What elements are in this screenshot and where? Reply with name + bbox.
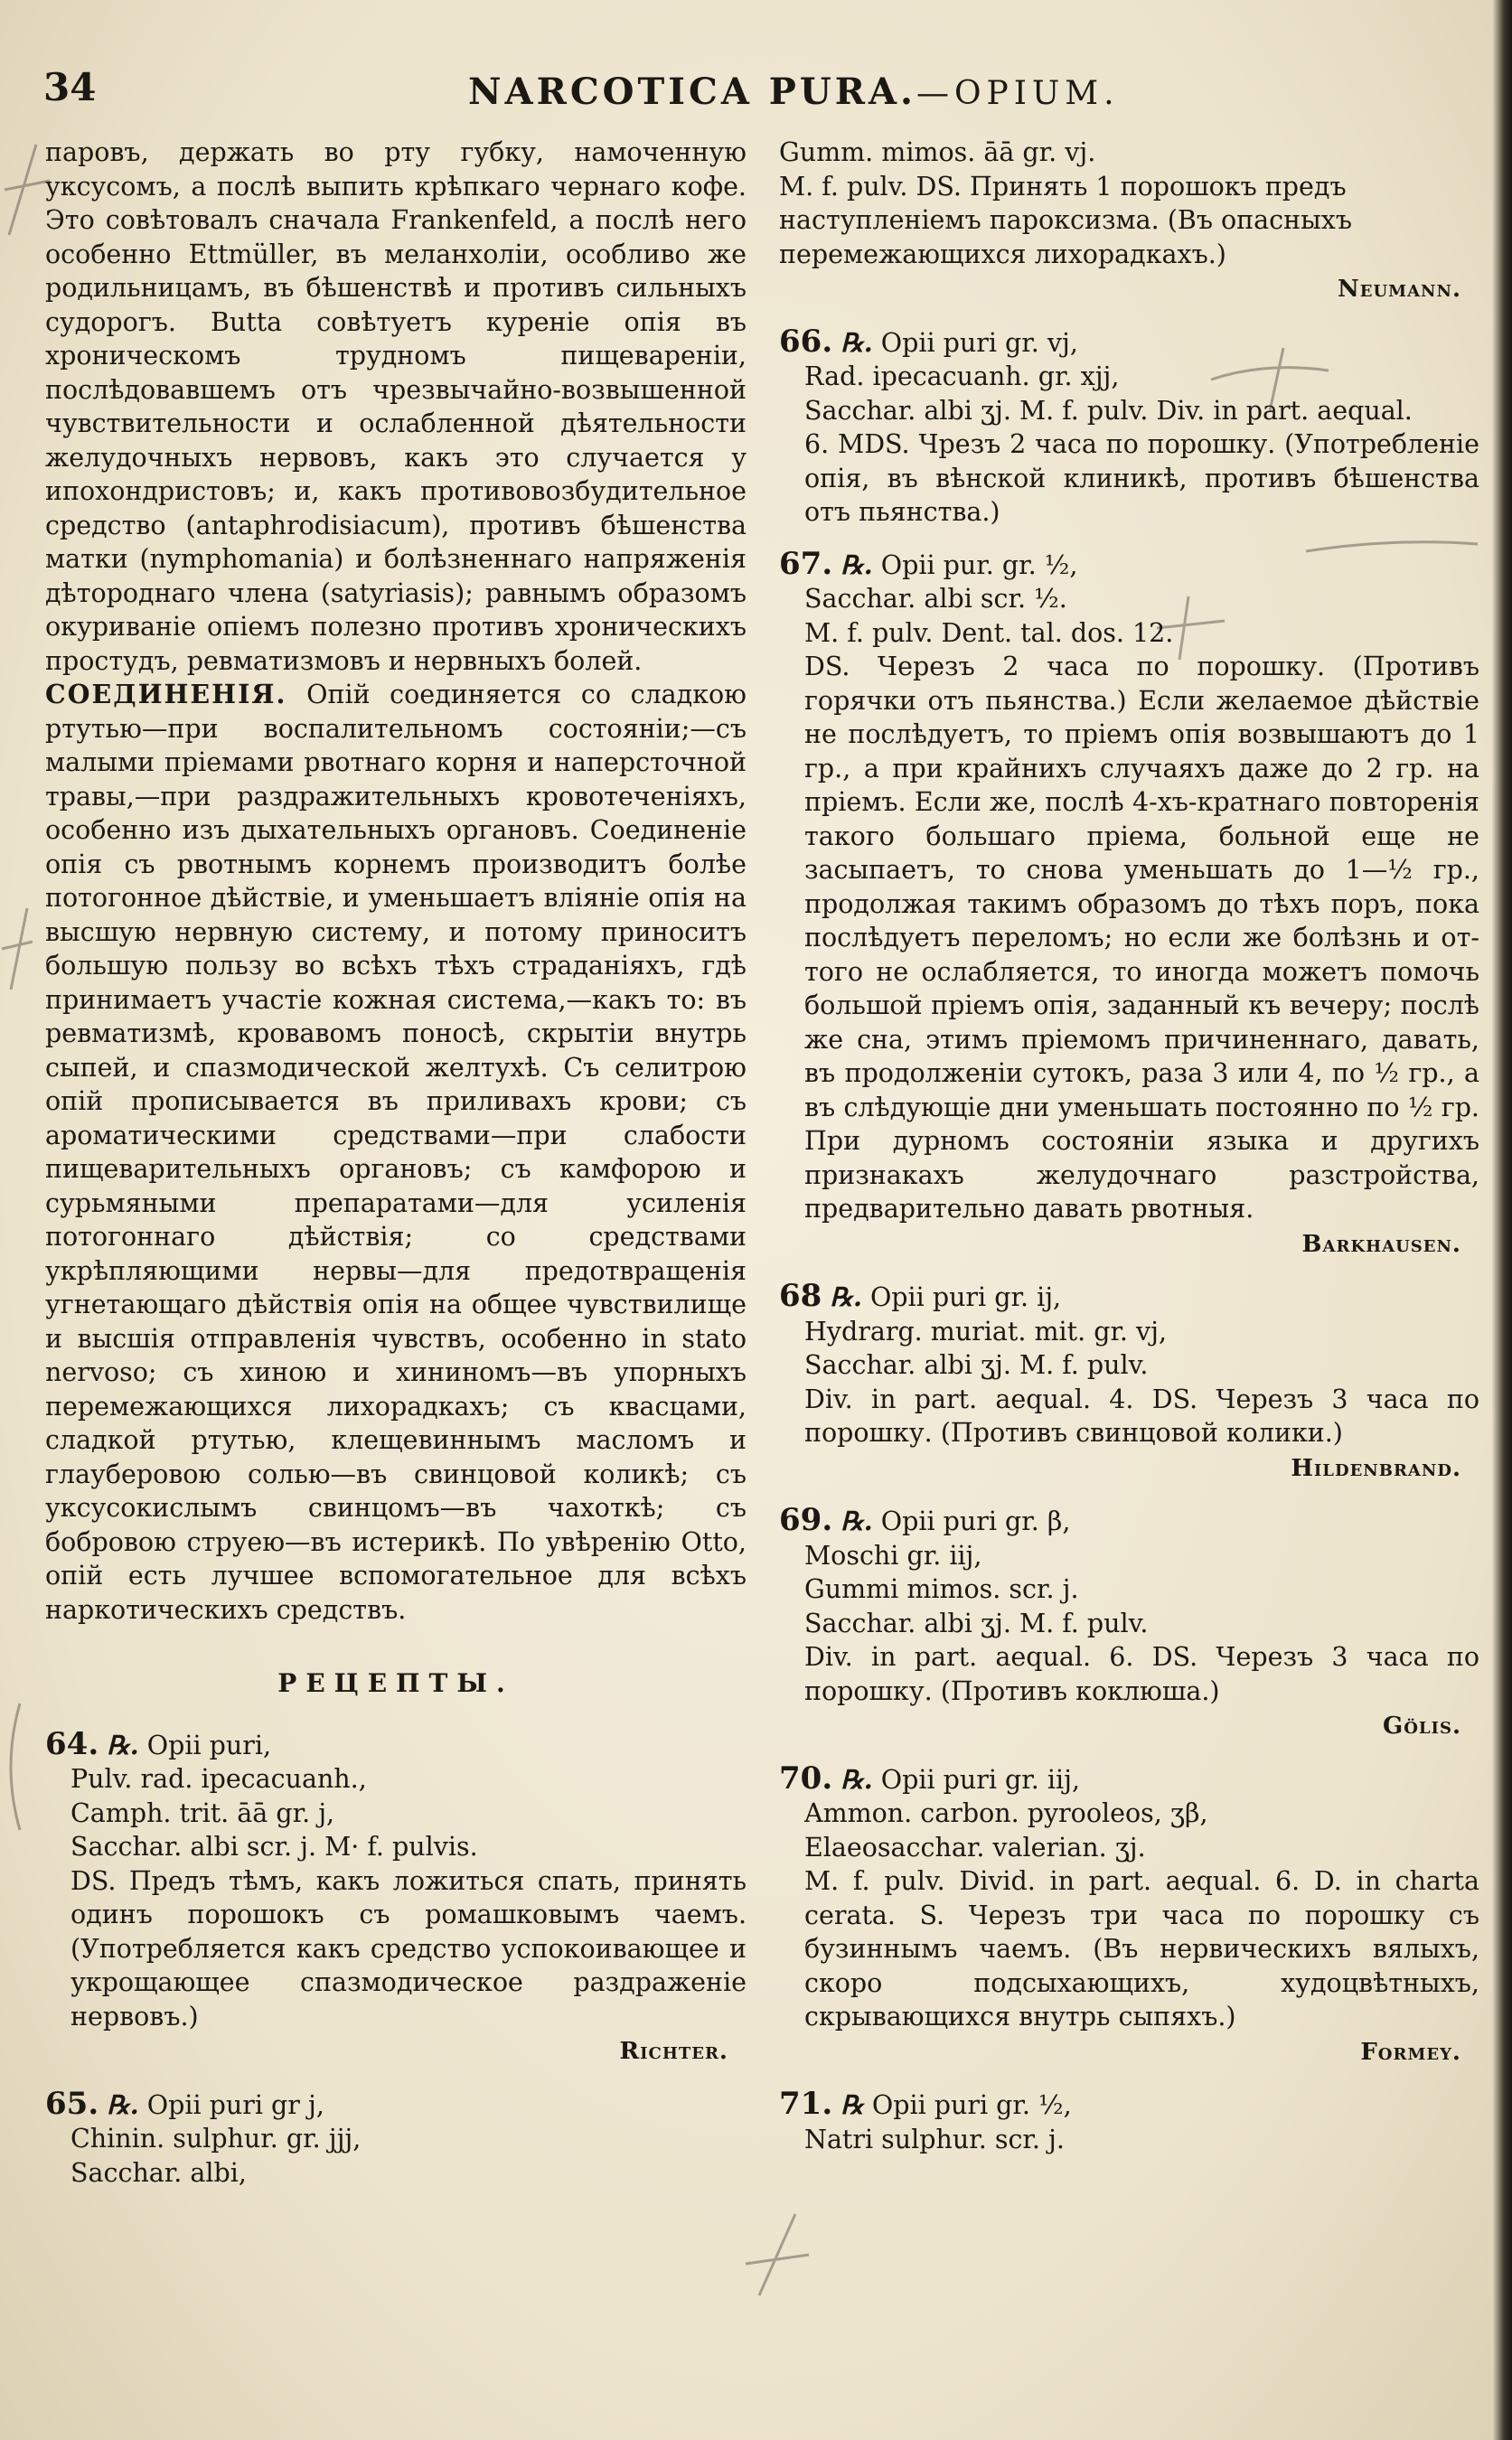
recipe-directions: M. f. pulv. DS. Принять 1 порошокъ предъ наступленіемъ пароксизма. (Въ опасныхъ перемежающихся лихорадкахъ.) [779,171,1353,269]
recipe-ingredient: Pulv. rad. ipecacuanh., [70,1764,367,1794]
intro-paragraph: паровъ, держать во рту губку, намоченную уксусомъ, а послѣ выпить крѣпкаго чернаго кофе. Это совѣтовалъ сначала Frankenfeld, а послѣ него особенно Ettmüller, въ меланхоліи, особливо же родильницамъ, въ бѣшенствѣ и противъ сильныхъ судорогъ. Butta совѣтуетъ куреніе опія въ хроническомъ трудномъ пищевареніи, послѣдовавшемъ отъ чрезвычайно-возвышенной чувствительности и ослабленной дѣятельности желудочныхъ нервовъ, какъ это случается у ипохондристовъ; и, какъ противовозбудительное средство (antaphrodisiacum), противъ бѣшенства матки (nymphomania) и болѣзненнаго напряженія дѣтороднаго члена (satyriasis); равнымъ образомъ окуриваніе опіемъ полезно противъ хроническихъ простудъ, ревматизмовъ и нервныхъ болей. [45,137,747,676]
recipe-number: 64. [45,1725,99,1762]
recipe-block [779,2088,1479,2156]
recipe-ingredient: Sacchar. albi ʒj. M. f. pulv. Div. in part. aequal. [804,395,1413,426]
recipe-block [45,2085,747,2191]
recipe-ingredient: Opii puri gr. iij, [880,1764,1081,1795]
recipe-ingredient: Hydrarg. muriat. mit. gr. vj, [804,1316,1168,1347]
recipe-directions: 6. MDS. Чрезъ 2 часа по порошку. (Употребленіе опія, въ вѣнской клиникѣ, противъ бѣшенства отъ пьянства.) [804,429,1479,527]
recipe-ingredient: Sacchar. albi ʒj. M. f. pulv. [804,1608,1149,1638]
recipe-author: Hildenbrand. [1291,1454,1461,1482]
recipe-first-line [779,1504,1479,1539]
recipe-rx-symbol: ℞. [841,1763,873,1795]
left-recipes-list [45,1725,747,2191]
recipe-author: Richter. [619,2038,728,2065]
running-title-sub: —OPIUM. [916,75,1120,112]
recipe-directions: DS. Предъ тѣмъ, какъ ложиться спать, принять одинъ порошокъ съ ромашковымъ чаемъ. (Употребляется какъ средство успокоивающее и укрощающее спазмодическое раздраженіе нервовъ.) [70,1865,747,2032]
recipe-rx-symbol: ℞. [830,1281,862,1312]
recipe-rx-symbol: ℞. [841,1506,873,1536]
left-column [45,136,747,2190]
recipe-first-line [779,1762,1479,1797]
recipe-ingredient: Opii puri gr j, [146,2089,324,2120]
recipe-ingredient: Sacchar. albi ʒj. M. f. pulv. [804,1350,1149,1380]
page-number: 34 [43,65,97,109]
recipe-number: 71. [779,2086,833,2122]
recipe-ingredient: Opii puri gr. vj, [880,327,1078,358]
recipe-rx-symbol: ℞ [841,2089,864,2120]
recipe-author: Barkhausen. [1301,1230,1461,1258]
recipe-number: 68 [779,1278,822,1314]
page-header [43,65,1471,119]
recipe-65-continuation [779,136,1479,307]
recipe-ingredient: Sacchar. albi scr. ½. [804,584,1067,614]
recipes-section-title: РЕЦЕПТЫ. [277,1668,514,1698]
recipe-author: Neumann. [1337,276,1461,303]
pencil-margin-mark-left-2 [0,904,36,994]
recipe-directions: DS. Черезъ 2 часа по порошку. (Противъ горячки отъ пьянства.) Если желаемое дѣйствіе не послѣдуетъ, то пріемъ опія возвышаютъ до 1 гр., а при крайнихъ случаяхъ даже до 2 гр. на пріемъ. Если же, послѣ 4-хъ-кратнаго повторенія такого большаго пріема, больной еще не засыпаетъ, то снова уменьшать до 1—½ гр., продолжая такимъ образомъ до тѣхъ поръ, пока послѣдуетъ переломъ; но если же болѣзнь и от-того не ослабляется, то иногда можетъ помочь большой пріемъ опія, заданный къ вечеру; послѣ же сна, этимъ пріемомъ причиненнаго, давать, въ продолженіи сутокъ, раза 3 или 4, по ½ гр., а въ слѣдующіе дни уменьшать постоянно по ½ гр. При дурномъ состояніи языка и другихъ признакахъ желудочнаго разстройства, предварительно давать рвотныя. [804,652,1479,1224]
recipe-block [779,1280,1479,1486]
recipe-rx-symbol: ℞. [107,1729,139,1760]
combinations-heading: СОЕДИНЕНІЯ. [45,679,287,709]
recipe-first-line [779,325,1479,361]
right-recipes-list [779,325,1479,2157]
recipe-author: Formey. [1360,2038,1461,2066]
recipe-block [779,545,1479,1262]
combinations-paragraph [45,678,747,1627]
recipe-author: Gölis. [1382,1713,1461,1740]
recipe-rx-symbol: ℞. [841,549,873,580]
recipe-number: 69. [779,1502,833,1538]
recipe-first-line [779,545,1479,583]
right-column [779,136,1479,2156]
combinations-text: Опій соединяется со сладкою ртутью—при воспалительномъ состояніи;—съ малыми пріемами рвотнаго корня и наперсточной травы,—при раздражительныхъ кровотеченіяхъ, особенно изъ дыхательныхъ органовъ. Соединеніе опія съ рвотнымъ корнемъ производитъ болѣе потогонное дѣйствіе, и уменьшаетъ вліяніе опія на высшую нервную систему, и потому приноситъ большую пользу во всѣхъ тѣхъ страданіяхъ, гдѣ принимаетъ участіе кожная система,—какъ то: въ ревматизмѣ, кровавомъ поносѣ, скрытіи внутрь сыпей, и спазмодической желтухѣ. Съ селитрою опій прописывается въ приливахъ крови; съ ароматическими средствами—при слабости пищеварительныхъ органовъ; съ камфорою и сурьмяными препаратами—для усиленія потогоннаго дѣйствія; со средствами укрѣпляющими нервы—для предотвращенія угнетающаго дѣйствія опія на общее чувствилище и высшія отправленія чувствъ, особенно in stato nervoso; съ хиною и хининомъ—въ упорныхъ перемежающихся лихорадкахъ; съ квасцами, сладкой ртутью, клещевиннымъ масломъ и глауберовою солью—въ свинцовой коликѣ; съ уксусокислымъ свинцомъ—въ чахоткѣ; съ бобровою струею—въ истерикѣ. По увѣренію Otto, опій есть лучшее вспомогательное для всѣхъ наркотическихъ средствъ. [45,680,747,1625]
recipe-ingredient: Moschi gr. iij, [804,1540,982,1571]
recipe-ingredient: Opii puri gr. ij, [869,1282,1062,1312]
recipe-ingredient: Chinin. sulphur. gr. jjj, [70,2124,362,2154]
recipe-directions: Div. in part. aequal. 6. DS. Черезъ 3 часа по порошку. (Противъ коклюша.) [804,1642,1479,1706]
recipe-ingredient: Opii puri, [146,1730,272,1760]
recipe-ingredient: Sacchar. albi scr. j. M· f. pulvis. [70,1832,478,1862]
recipe-ingredient: Sacchar. albi, [70,2157,247,2188]
running-title [468,70,1120,113]
recipe-first-line [779,1280,1479,1315]
recipe-block [779,1504,1479,1744]
recipe-ingredient: Gummi mimos. scr. j. [804,1574,1079,1604]
recipe-number: 70. [779,1760,833,1797]
recipe-first-line [45,1725,747,1763]
recipe-directions: M. f. pulv. Divid. in part. aequal. 6. D. in charta cerata. S. Черезъ три часа по порошку съ бузиннымъ чаемъ. (Въ нервическихъ вялыхъ, скоро подсыхающихъ, худоцвѣтныхъ, скрывающихся внутрь сыпяхъ.) [804,1866,1479,2032]
recipe-ingredient: Rad. ipecacuanh. gr. xjj, [804,361,1120,391]
recipe-number: 66. [779,323,833,360]
running-title-main: NARCOTICA PURA. [468,70,916,113]
recipe-first-line [779,2088,1479,2123]
recipe-block [779,325,1479,530]
recipe-ingredient: Elaeosacchar. valerian. ʒj. [804,1832,1146,1863]
recipe-number: 67. [779,545,833,582]
recipe-number: 65. [45,2085,99,2122]
page-gutter-shadow [1492,0,1512,2440]
recipe-block [45,1725,747,2069]
recipe-first-line [45,2085,747,2123]
recipe-ingredient: Natri sulphur. scr. j. [804,2124,1065,2154]
recipe-ingredient: Gumm. mimos. āā gr. vj. [779,137,1096,167]
recipe-directions: Div. in part. aequal. 4. DS. Черезъ 3 часа по порошку. (Противъ свинцовой колики.) [804,1384,1479,1448]
recipe-block [779,1762,1479,2070]
pencil-mark-recipe-71 [741,2210,813,2300]
recipe-ingredient: Opii puri gr. ½, [871,2090,1072,2120]
recipe-ingredient: Camph. trit. āā gr. j, [70,1797,335,1828]
recipe-ingredient: Opii puri gr. β, [880,1506,1071,1536]
pencil-margin-bracket-left [0,1699,27,1835]
recipe-ingredient: Opii pur. gr. ½, [880,549,1078,580]
recipe-rx-symbol: ℞. [841,326,873,358]
recipe-ingredient: Ammon. carbon. pyrooleos, ʒβ, [804,1798,1208,1828]
recipe-ingredient: M. f. pulv. Dent. tal. dos. 12. [804,617,1174,648]
recipe-rx-symbol: ℞. [107,2088,139,2120]
